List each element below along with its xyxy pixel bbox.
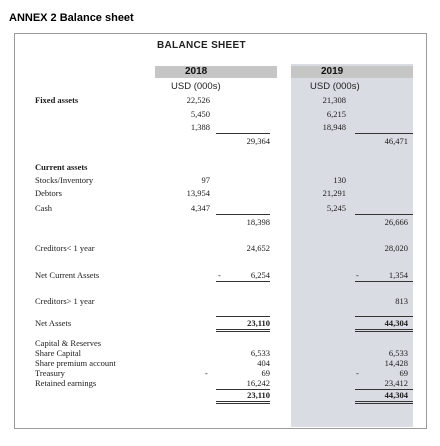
fixed-assets-label: Fixed assets [35, 95, 79, 105]
unit-2018: USD (000s) [171, 81, 221, 92]
capital-total-2019-double-rule [355, 401, 413, 404]
current-total-2018-rule [216, 214, 270, 215]
treasury-2018: 69 [261, 368, 270, 378]
cash-2019: 5,245 [326, 203, 346, 213]
fixed-assets-total-2019: 46,471 [384, 136, 408, 146]
share-premium-label: Share premium account [35, 358, 116, 368]
net-assets-2018-double-rule [216, 329, 270, 332]
fixed-total-2019-rule [355, 133, 413, 134]
sheet-title: BALANCE SHEET [157, 40, 246, 51]
net-assets-label: Net Assets [35, 318, 72, 328]
treasury-label: Treasury [35, 368, 65, 378]
fixed-asset-2019-1: 21,308 [322, 95, 346, 105]
fixed-total-2018-rule [216, 133, 270, 134]
current-assets-total-2018: 18,398 [246, 217, 270, 227]
creditors-gt1-2019: 813 [395, 296, 408, 306]
current-total-2019-rule [355, 214, 413, 215]
creditors-lt1-2018: 24,652 [246, 243, 270, 253]
capital-total-2019: 44,304 [384, 390, 408, 400]
capital-reserves-heading: Capital & Reserves [35, 338, 102, 348]
retained-earnings-2018: 16,242 [246, 378, 270, 388]
retained-earnings-2019: 23,412 [384, 378, 408, 388]
share-premium-2019: 14,428 [384, 358, 408, 368]
share-capital-2019: 6,533 [388, 348, 408, 358]
net-current-assets-2018: 6,254 [250, 270, 270, 280]
capital-total-2018: 23,110 [247, 390, 270, 400]
share-capital-label: Share Capital [35, 348, 82, 358]
treasury-sign-2019: - [356, 368, 359, 378]
stocks-label: Stocks/Inventory [35, 175, 94, 185]
debtors-2019: 21,291 [322, 188, 346, 198]
creditors-lt1-label: Creditors< 1 year [35, 243, 95, 253]
net-current-assets-label: Net Current Assets [35, 270, 100, 280]
treasury-sign-2018: - [205, 368, 208, 378]
unit-2019: USD (000s) [310, 81, 360, 92]
annex-title: ANNEX 2 Balance sheet [9, 12, 134, 24]
capital-total-2018-double-rule [216, 401, 270, 404]
fixed-asset-2018-3: 1,388 [190, 122, 210, 132]
stocks-2018: 97 [201, 175, 210, 185]
fixed-assets-total-2018: 29,364 [246, 136, 270, 146]
net-assets-2019-double-rule [355, 329, 413, 332]
net-current-assets-2019: 1,354 [388, 270, 408, 280]
fixed-asset-2019-3: 18,948 [322, 122, 346, 132]
share-premium-2018: 404 [257, 358, 270, 368]
cash-2018: 4,347 [190, 203, 210, 213]
treasury-2019: 69 [399, 368, 408, 378]
net-assets-2019-rule [355, 316, 413, 317]
creditors-gt1-label: Creditors> 1 year [35, 296, 95, 306]
year-2018-label: 2018 [185, 66, 208, 77]
cash-label: Cash [35, 203, 52, 213]
year-2019-header-band [291, 66, 413, 78]
net-current-2018-underline [216, 281, 270, 282]
fixed-asset-2018-2: 5,450 [190, 109, 210, 119]
net-assets-2018: 23,110 [247, 318, 270, 328]
current-assets-label: Current assets [35, 162, 88, 172]
year-2019-label: 2019 [321, 66, 344, 77]
net-assets-2018-rule [216, 316, 270, 317]
fixed-asset-2019-2: 6,215 [326, 109, 346, 119]
share-capital-2018: 6,533 [250, 348, 270, 358]
debtors-2018: 13,954 [186, 188, 210, 198]
net-current-sign-2019: - [356, 270, 359, 280]
net-current-sign-2018: - [218, 270, 221, 280]
retained-earnings-label: Retained earnings [35, 378, 97, 388]
stocks-2019: 130 [333, 175, 346, 185]
year-2018-header-band [155, 66, 277, 78]
net-current-2019-underline [355, 281, 413, 282]
fixed-asset-2018-1: 22,526 [186, 95, 210, 105]
debtors-label: Debtors [35, 188, 62, 198]
creditors-lt1-2019: 28,020 [384, 243, 408, 253]
net-assets-2019: 44,304 [384, 318, 408, 328]
current-assets-total-2019: 26,666 [384, 217, 408, 227]
